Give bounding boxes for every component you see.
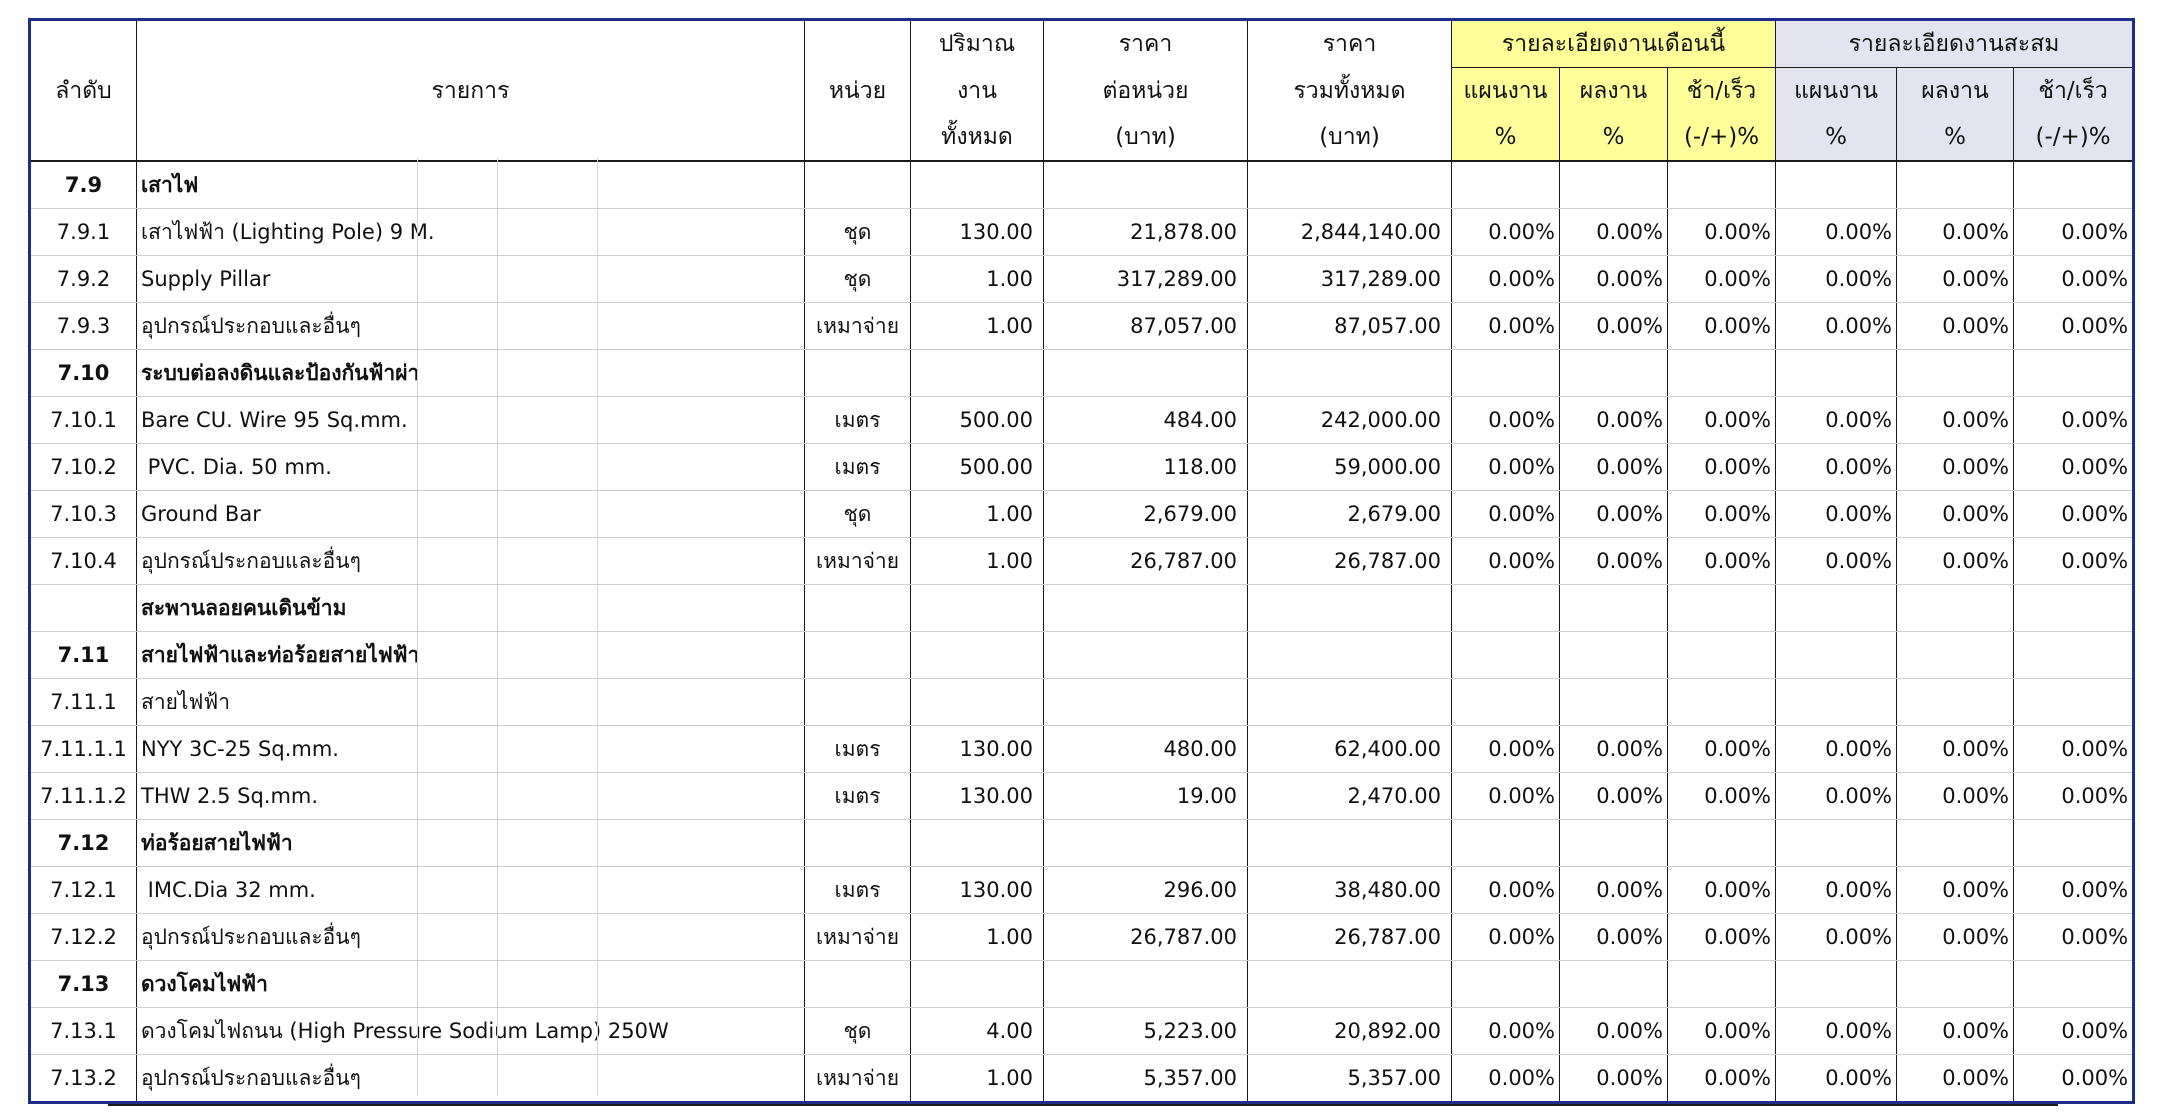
item-number: 7.11.1 xyxy=(30,679,137,726)
table-row xyxy=(30,491,2134,538)
item-total-price: 59,000.00 xyxy=(1248,444,1452,491)
header-cum-plan-unit: % xyxy=(1776,114,1897,161)
item-quantity: 1.00 xyxy=(911,491,1044,538)
item-total-price xyxy=(1248,820,1452,867)
cum-diff-pct xyxy=(2014,632,2134,679)
month-result-pct xyxy=(1560,161,1668,209)
month-plan-pct: 0.00% xyxy=(1452,538,1560,585)
month-plan-pct: 0.00% xyxy=(1452,397,1560,444)
cum-plan-pct: 0.00% xyxy=(1776,726,1897,773)
item-number: 7.9.3 xyxy=(30,303,137,350)
item-unit-price: 21,878.00 xyxy=(1044,209,1248,256)
item-description: เสาไฟฟ้า (Lighting Pole) 9 M. xyxy=(137,209,805,256)
month-diff-pct xyxy=(1668,161,1776,209)
item-description: ระบบต่อลงดินและป้องกันฟ้าผ่า xyxy=(137,350,805,397)
item-description: Supply Pillar xyxy=(137,256,805,303)
month-diff-pct: 0.00% xyxy=(1668,867,1776,914)
header-this-month-title: รายละเอียดงานเดือนนี้ xyxy=(1452,20,1776,68)
item-quantity xyxy=(911,350,1044,397)
cum-plan-pct: 0.00% xyxy=(1776,1055,1897,1103)
cum-diff-pct: 0.00% xyxy=(2014,538,2134,585)
cum-result-pct: 0.00% xyxy=(1897,538,2014,585)
table-row xyxy=(30,444,2134,491)
month-result-pct: 0.00% xyxy=(1560,773,1668,820)
cum-plan-pct xyxy=(1776,632,1897,679)
month-plan-pct xyxy=(1452,961,1560,1008)
table-row xyxy=(30,256,2134,303)
month-diff-pct: 0.00% xyxy=(1668,397,1776,444)
item-total-price: 87,057.00 xyxy=(1248,303,1452,350)
item-description: อุปกรณ์ประกอบและอื่นๆ xyxy=(137,303,805,350)
item-unit-price xyxy=(1044,679,1248,726)
footer-rule xyxy=(108,1104,2058,1106)
month-diff-pct xyxy=(1668,961,1776,1008)
item-quantity: 1.00 xyxy=(911,303,1044,350)
cum-plan-pct: 0.00% xyxy=(1776,397,1897,444)
item-unit: ชุด xyxy=(805,256,911,303)
month-diff-pct: 0.00% xyxy=(1668,1008,1776,1055)
cum-result-pct: 0.00% xyxy=(1897,256,2014,303)
item-unit xyxy=(805,820,911,867)
cum-result-pct xyxy=(1897,585,2014,632)
cum-diff-pct: 0.00% xyxy=(2014,444,2134,491)
item-unit xyxy=(805,585,911,632)
header-month-result-unit: % xyxy=(1560,114,1668,161)
item-quantity xyxy=(911,161,1044,209)
item-unit-price: 118.00 xyxy=(1044,444,1248,491)
cum-result-pct: 0.00% xyxy=(1897,209,2014,256)
item-number: 7.11.1.2 xyxy=(30,773,137,820)
section-row xyxy=(30,820,2134,867)
cum-plan-pct: 0.00% xyxy=(1776,491,1897,538)
cum-result-pct: 0.00% xyxy=(1897,726,2014,773)
item-number xyxy=(30,585,137,632)
section-row xyxy=(30,350,2134,397)
month-diff-pct: 0.00% xyxy=(1668,444,1776,491)
boq-body xyxy=(30,161,2134,1103)
item-unit-price: 5,357.00 xyxy=(1044,1055,1248,1103)
item-quantity: 130.00 xyxy=(911,773,1044,820)
month-result-pct: 0.00% xyxy=(1560,209,1668,256)
cum-result-pct xyxy=(1897,632,2014,679)
month-diff-pct: 0.00% xyxy=(1668,303,1776,350)
month-result-pct xyxy=(1560,679,1668,726)
month-result-pct: 0.00% xyxy=(1560,1008,1668,1055)
month-diff-pct: 0.00% xyxy=(1668,538,1776,585)
cum-diff-pct: 0.00% xyxy=(2014,867,2134,914)
item-unit: เหมาจ่าย xyxy=(805,538,911,585)
item-quantity xyxy=(911,632,1044,679)
header-item: รายการ xyxy=(137,20,805,162)
header-month-diff-unit: (-/+)% xyxy=(1668,114,1776,161)
cum-result-pct xyxy=(1897,350,2014,397)
item-total-price: 20,892.00 xyxy=(1248,1008,1452,1055)
item-quantity: 4.00 xyxy=(911,1008,1044,1055)
item-unit: เมตร xyxy=(805,444,911,491)
item-number: 7.10.4 xyxy=(30,538,137,585)
item-quantity: 1.00 xyxy=(911,538,1044,585)
cum-result-pct xyxy=(1897,961,2014,1008)
item-number: 7.13.1 xyxy=(30,1008,137,1055)
cum-result-pct: 0.00% xyxy=(1897,1008,2014,1055)
item-description: เสาไฟ xyxy=(137,161,805,209)
month-diff-pct: 0.00% xyxy=(1668,209,1776,256)
month-diff-pct xyxy=(1668,350,1776,397)
header-total-price-line3: (บาท) xyxy=(1248,114,1452,161)
header-cum-result-unit: % xyxy=(1897,114,2014,161)
cum-diff-pct: 0.00% xyxy=(2014,491,2134,538)
item-unit: ชุด xyxy=(805,1008,911,1055)
month-plan-pct: 0.00% xyxy=(1452,914,1560,961)
header-unit-price-line3: (บาท) xyxy=(1044,114,1248,161)
item-description: NYY 3C-25 Sq.mm. xyxy=(137,726,805,773)
month-plan-pct xyxy=(1452,679,1560,726)
item-number: 7.13.2 xyxy=(30,1055,137,1103)
header-cum-plan: แผนงาน xyxy=(1776,68,1897,115)
cum-diff-pct: 0.00% xyxy=(2014,303,2134,350)
cum-diff-pct: 0.00% xyxy=(2014,397,2134,444)
table-row xyxy=(30,538,2134,585)
item-total-price: 26,787.00 xyxy=(1248,538,1452,585)
item-unit-price xyxy=(1044,350,1248,397)
month-plan-pct: 0.00% xyxy=(1452,209,1560,256)
month-plan-pct: 0.00% xyxy=(1452,303,1560,350)
boq-table xyxy=(28,18,2135,1104)
item-quantity xyxy=(911,820,1044,867)
cum-result-pct: 0.00% xyxy=(1897,773,2014,820)
item-unit: เมตร xyxy=(805,397,911,444)
item-unit: เมตร xyxy=(805,726,911,773)
item-number: 7.12 xyxy=(30,820,137,867)
item-unit: ชุด xyxy=(805,209,911,256)
item-number: 7.10.1 xyxy=(30,397,137,444)
header-no: ลำดับ xyxy=(30,20,137,162)
item-unit-price: 2,679.00 xyxy=(1044,491,1248,538)
cum-result-pct: 0.00% xyxy=(1897,867,2014,914)
item-unit xyxy=(805,632,911,679)
section-row xyxy=(30,679,2134,726)
section-row xyxy=(30,161,2134,209)
item-description: สะพานลอยคนเดินข้าม xyxy=(137,585,805,632)
item-unit: เหมาจ่าย xyxy=(805,303,911,350)
header-month-plan-unit: % xyxy=(1452,114,1560,161)
cum-result-pct: 0.00% xyxy=(1897,1055,2014,1103)
cum-plan-pct xyxy=(1776,820,1897,867)
item-number: 7.11 xyxy=(30,632,137,679)
item-unit-price xyxy=(1044,961,1248,1008)
cum-plan-pct: 0.00% xyxy=(1776,867,1897,914)
item-unit-price: 296.00 xyxy=(1044,867,1248,914)
item-quantity: 1.00 xyxy=(911,914,1044,961)
item-description: สายไฟฟ้าและท่อร้อยสายไฟฟ้า xyxy=(137,632,805,679)
cum-diff-pct: 0.00% xyxy=(2014,1008,2134,1055)
table-row xyxy=(30,209,2134,256)
month-result-pct xyxy=(1560,350,1668,397)
item-total-price xyxy=(1248,632,1452,679)
item-unit: เมตร xyxy=(805,773,911,820)
header-unit: หน่วย xyxy=(805,20,911,162)
item-total-price: 5,357.00 xyxy=(1248,1055,1452,1103)
item-number: 7.13 xyxy=(30,961,137,1008)
item-number: 7.9.1 xyxy=(30,209,137,256)
item-description: ท่อร้อยสายไฟฟ้า xyxy=(137,820,805,867)
header-month-plan: แผนงาน xyxy=(1452,68,1560,115)
month-plan-pct: 0.00% xyxy=(1452,444,1560,491)
month-diff-pct: 0.00% xyxy=(1668,726,1776,773)
item-unit-price xyxy=(1044,820,1248,867)
month-result-pct xyxy=(1560,632,1668,679)
header-qty-line1: ปริมาณ xyxy=(911,20,1044,68)
item-number: 7.11.1.1 xyxy=(30,726,137,773)
header-qty-line2: งาน xyxy=(911,68,1044,115)
cum-result-pct: 0.00% xyxy=(1897,914,2014,961)
month-result-pct xyxy=(1560,585,1668,632)
month-result-pct: 0.00% xyxy=(1560,256,1668,303)
month-plan-pct: 0.00% xyxy=(1452,773,1560,820)
item-total-price xyxy=(1248,961,1452,1008)
header-unit-price-line2: ต่อหน่วย xyxy=(1044,68,1248,115)
header-total-price-line1: ราคา xyxy=(1248,20,1452,68)
item-unit-price: 484.00 xyxy=(1044,397,1248,444)
month-result-pct: 0.00% xyxy=(1560,397,1668,444)
cum-diff-pct xyxy=(2014,820,2134,867)
item-total-price xyxy=(1248,679,1452,726)
cum-diff-pct: 0.00% xyxy=(2014,726,2134,773)
month-plan-pct: 0.00% xyxy=(1452,1055,1560,1103)
item-number: 7.10.2 xyxy=(30,444,137,491)
item-unit-price: 19.00 xyxy=(1044,773,1248,820)
header-unit-price-line1: ราคา xyxy=(1044,20,1248,68)
item-quantity: 130.00 xyxy=(911,209,1044,256)
cum-plan-pct xyxy=(1776,350,1897,397)
item-unit-price: 26,787.00 xyxy=(1044,538,1248,585)
item-unit-price: 5,223.00 xyxy=(1044,1008,1248,1055)
header-month-result: ผลงาน xyxy=(1560,68,1668,115)
item-total-price: 2,679.00 xyxy=(1248,491,1452,538)
item-description: อุปกรณ์ประกอบและอื่นๆ xyxy=(137,914,805,961)
cum-plan-pct: 0.00% xyxy=(1776,538,1897,585)
month-result-pct: 0.00% xyxy=(1560,538,1668,585)
item-unit: เหมาจ่าย xyxy=(805,914,911,961)
cum-diff-pct xyxy=(2014,161,2134,209)
cum-diff-pct: 0.00% xyxy=(2014,914,2134,961)
item-quantity: 130.00 xyxy=(911,867,1044,914)
item-total-price: 62,400.00 xyxy=(1248,726,1452,773)
item-unit: ชุด xyxy=(805,491,911,538)
month-diff-pct xyxy=(1668,820,1776,867)
item-number: 7.10.3 xyxy=(30,491,137,538)
month-plan-pct xyxy=(1452,820,1560,867)
month-result-pct: 0.00% xyxy=(1560,491,1668,538)
table-row xyxy=(30,1055,2134,1103)
item-description: ดวงโคมไฟฟ้า xyxy=(137,961,805,1008)
cum-plan-pct xyxy=(1776,961,1897,1008)
month-result-pct: 0.00% xyxy=(1560,867,1668,914)
item-unit xyxy=(805,161,911,209)
month-diff-pct: 0.00% xyxy=(1668,914,1776,961)
header-cum-result: ผลงาน xyxy=(1897,68,2014,115)
item-quantity: 1.00 xyxy=(911,1055,1044,1103)
item-description: สายไฟฟ้า xyxy=(137,679,805,726)
item-quantity xyxy=(911,585,1044,632)
item-unit-price: 26,787.00 xyxy=(1044,914,1248,961)
item-total-price xyxy=(1248,161,1452,209)
item-unit-price xyxy=(1044,632,1248,679)
item-quantity xyxy=(911,679,1044,726)
month-diff-pct: 0.00% xyxy=(1668,491,1776,538)
cum-plan-pct: 0.00% xyxy=(1776,256,1897,303)
cum-diff-pct xyxy=(2014,961,2134,1008)
section-row xyxy=(30,585,2134,632)
item-total-price: 242,000.00 xyxy=(1248,397,1452,444)
item-unit xyxy=(805,961,911,1008)
month-result-pct: 0.00% xyxy=(1560,444,1668,491)
month-result-pct: 0.00% xyxy=(1560,914,1668,961)
item-quantity xyxy=(911,961,1044,1008)
item-total-price xyxy=(1248,585,1452,632)
cum-result-pct: 0.00% xyxy=(1897,397,2014,444)
table-row xyxy=(30,1008,2134,1055)
item-unit-price xyxy=(1044,161,1248,209)
month-diff-pct: 0.00% xyxy=(1668,773,1776,820)
item-unit-price: 87,057.00 xyxy=(1044,303,1248,350)
item-quantity: 500.00 xyxy=(911,444,1044,491)
header-total-price-line2: รวมทั้งหมด xyxy=(1248,68,1452,115)
item-quantity: 500.00 xyxy=(911,397,1044,444)
cum-result-pct xyxy=(1897,679,2014,726)
month-plan-pct: 0.00% xyxy=(1452,1008,1560,1055)
month-diff-pct: 0.00% xyxy=(1668,1055,1776,1103)
header-cum-diff: ช้า/เร็ว xyxy=(2014,68,2134,115)
item-total-price xyxy=(1248,350,1452,397)
header-month-diff: ช้า/เร็ว xyxy=(1668,68,1776,115)
item-total-price: 26,787.00 xyxy=(1248,914,1452,961)
item-unit: เมตร xyxy=(805,867,911,914)
cum-plan-pct: 0.00% xyxy=(1776,303,1897,350)
month-plan-pct xyxy=(1452,632,1560,679)
item-description: THW 2.5 Sq.mm. xyxy=(137,773,805,820)
item-quantity: 1.00 xyxy=(911,256,1044,303)
cum-result-pct: 0.00% xyxy=(1897,303,2014,350)
cum-plan-pct xyxy=(1776,161,1897,209)
cum-plan-pct: 0.00% xyxy=(1776,773,1897,820)
table-row xyxy=(30,303,2134,350)
boq-sheet xyxy=(28,18,2132,1096)
item-number: 7.9.2 xyxy=(30,256,137,303)
item-unit-price xyxy=(1044,585,1248,632)
item-description: ดวงโคมไฟถนน (High Pressure Sodium Lamp) 250W xyxy=(137,1008,805,1055)
item-unit xyxy=(805,350,911,397)
item-total-price: 38,480.00 xyxy=(1248,867,1452,914)
month-diff-pct xyxy=(1668,632,1776,679)
month-diff-pct xyxy=(1668,585,1776,632)
month-plan-pct: 0.00% xyxy=(1452,867,1560,914)
item-number: 7.12.1 xyxy=(30,867,137,914)
table-row xyxy=(30,397,2134,444)
month-diff-pct xyxy=(1668,679,1776,726)
month-plan-pct xyxy=(1452,161,1560,209)
header-qty-line3: ทั้งหมด xyxy=(911,114,1044,161)
cum-plan-pct xyxy=(1776,585,1897,632)
table-row xyxy=(30,867,2134,914)
cum-plan-pct: 0.00% xyxy=(1776,914,1897,961)
item-description: อุปกรณ์ประกอบและอื่นๆ xyxy=(137,1055,805,1103)
section-row xyxy=(30,632,2134,679)
cum-diff-pct xyxy=(2014,679,2134,726)
item-quantity: 130.00 xyxy=(911,726,1044,773)
item-unit-price: 317,289.00 xyxy=(1044,256,1248,303)
month-plan-pct xyxy=(1452,350,1560,397)
item-unit-price: 480.00 xyxy=(1044,726,1248,773)
month-result-pct: 0.00% xyxy=(1560,726,1668,773)
header-cum-diff-unit: (-/+)% xyxy=(2014,114,2134,161)
cum-diff-pct xyxy=(2014,585,2134,632)
month-plan-pct: 0.00% xyxy=(1452,491,1560,538)
item-description: PVC. Dia. 50 mm. xyxy=(137,444,805,491)
item-total-price: 317,289.00 xyxy=(1248,256,1452,303)
item-description: อุปกรณ์ประกอบและอื่นๆ xyxy=(137,538,805,585)
month-result-pct: 0.00% xyxy=(1560,1055,1668,1103)
cum-result-pct: 0.00% xyxy=(1897,444,2014,491)
item-number: 7.9 xyxy=(30,161,137,209)
item-description: IMC.Dia 32 mm. xyxy=(137,867,805,914)
cum-diff-pct: 0.00% xyxy=(2014,209,2134,256)
month-diff-pct: 0.00% xyxy=(1668,256,1776,303)
item-number: 7.10 xyxy=(30,350,137,397)
cum-diff-pct: 0.00% xyxy=(2014,773,2134,820)
cum-diff-pct xyxy=(2014,350,2134,397)
month-result-pct xyxy=(1560,961,1668,1008)
header-cumulative-title: รายละเอียดงานสะสม xyxy=(1776,20,2134,68)
item-description: Ground Bar xyxy=(137,491,805,538)
month-plan-pct xyxy=(1452,585,1560,632)
item-total-price: 2,470.00 xyxy=(1248,773,1452,820)
cum-plan-pct: 0.00% xyxy=(1776,444,1897,491)
section-row xyxy=(30,961,2134,1008)
cum-diff-pct: 0.00% xyxy=(2014,256,2134,303)
item-unit: เหมาจ่าย xyxy=(805,1055,911,1103)
month-result-pct xyxy=(1560,820,1668,867)
month-plan-pct: 0.00% xyxy=(1452,256,1560,303)
cum-result-pct xyxy=(1897,161,2014,209)
cum-result-pct xyxy=(1897,820,2014,867)
cum-diff-pct: 0.00% xyxy=(2014,1055,2134,1103)
cum-plan-pct: 0.00% xyxy=(1776,1008,1897,1055)
cum-plan-pct: 0.00% xyxy=(1776,209,1897,256)
item-unit xyxy=(805,679,911,726)
table-row xyxy=(30,773,2134,820)
item-description: Bare CU. Wire 95 Sq.mm. xyxy=(137,397,805,444)
item-number: 7.12.2 xyxy=(30,914,137,961)
table-row xyxy=(30,726,2134,773)
month-result-pct: 0.00% xyxy=(1560,303,1668,350)
cum-result-pct: 0.00% xyxy=(1897,491,2014,538)
month-plan-pct: 0.00% xyxy=(1452,726,1560,773)
table-row xyxy=(30,914,2134,961)
cum-plan-pct xyxy=(1776,679,1897,726)
item-total-price: 2,844,140.00 xyxy=(1248,209,1452,256)
